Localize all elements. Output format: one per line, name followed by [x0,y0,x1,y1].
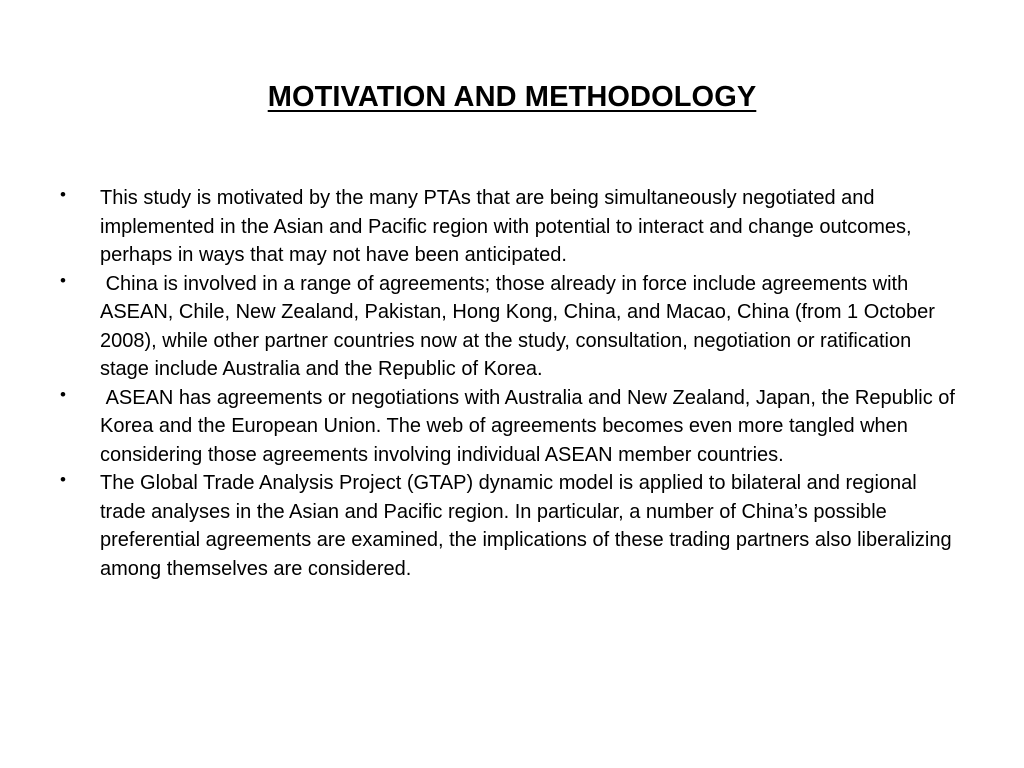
bullet-item [0,469,962,583]
bullet-dot-icon: • [60,185,66,204]
bullet-text: China is involved in a range of agreements; those already in force include agreements with ASEAN, Chile, New Zealand, Pakistan, Hong Kong, China, and Macao, China (from 1 October 2008), while other partner countries now at the study, consultation, negotiation or ratification stage include Australia and the Republic of Korea. [100,272,941,380]
bullet-text: The Global Trade Analysis Project (GTAP) dynamic model is applied to bilateral and regional trade analyses in the Asian and Pacific region. In particular, a number of China’s possible preferential agreements are examined, the implications of these trading partners also liberalizing among themselves are considered. [100,472,958,580]
bullet-item [0,270,962,384]
slide-title: MOTIVATION AND METHODOLOGY [267,81,757,113]
bullet-list [0,184,1024,583]
bullet-item [0,184,962,270]
bullet-dot-icon: • [60,470,66,489]
bullet-dot-icon: • [60,270,66,290]
bullet-text: ASEAN has agreements or negotiations with Australia and New Zealand, Japan, the Republic of Korea and the European Union. The web of agreements becomes even more tangled when considering those agreements involving individual ASEAN member countries. [100,386,961,466]
bullet-dot-icon: • [60,384,66,404]
bullet-text: This study is motivated by the many PTAs that are being simultaneously negotiated and implemented in the Asian and Pacific region with potential to interact and change outcomes, perhaps in ways that may not have been anticipated. [100,187,918,266]
bullet-item [0,384,962,470]
